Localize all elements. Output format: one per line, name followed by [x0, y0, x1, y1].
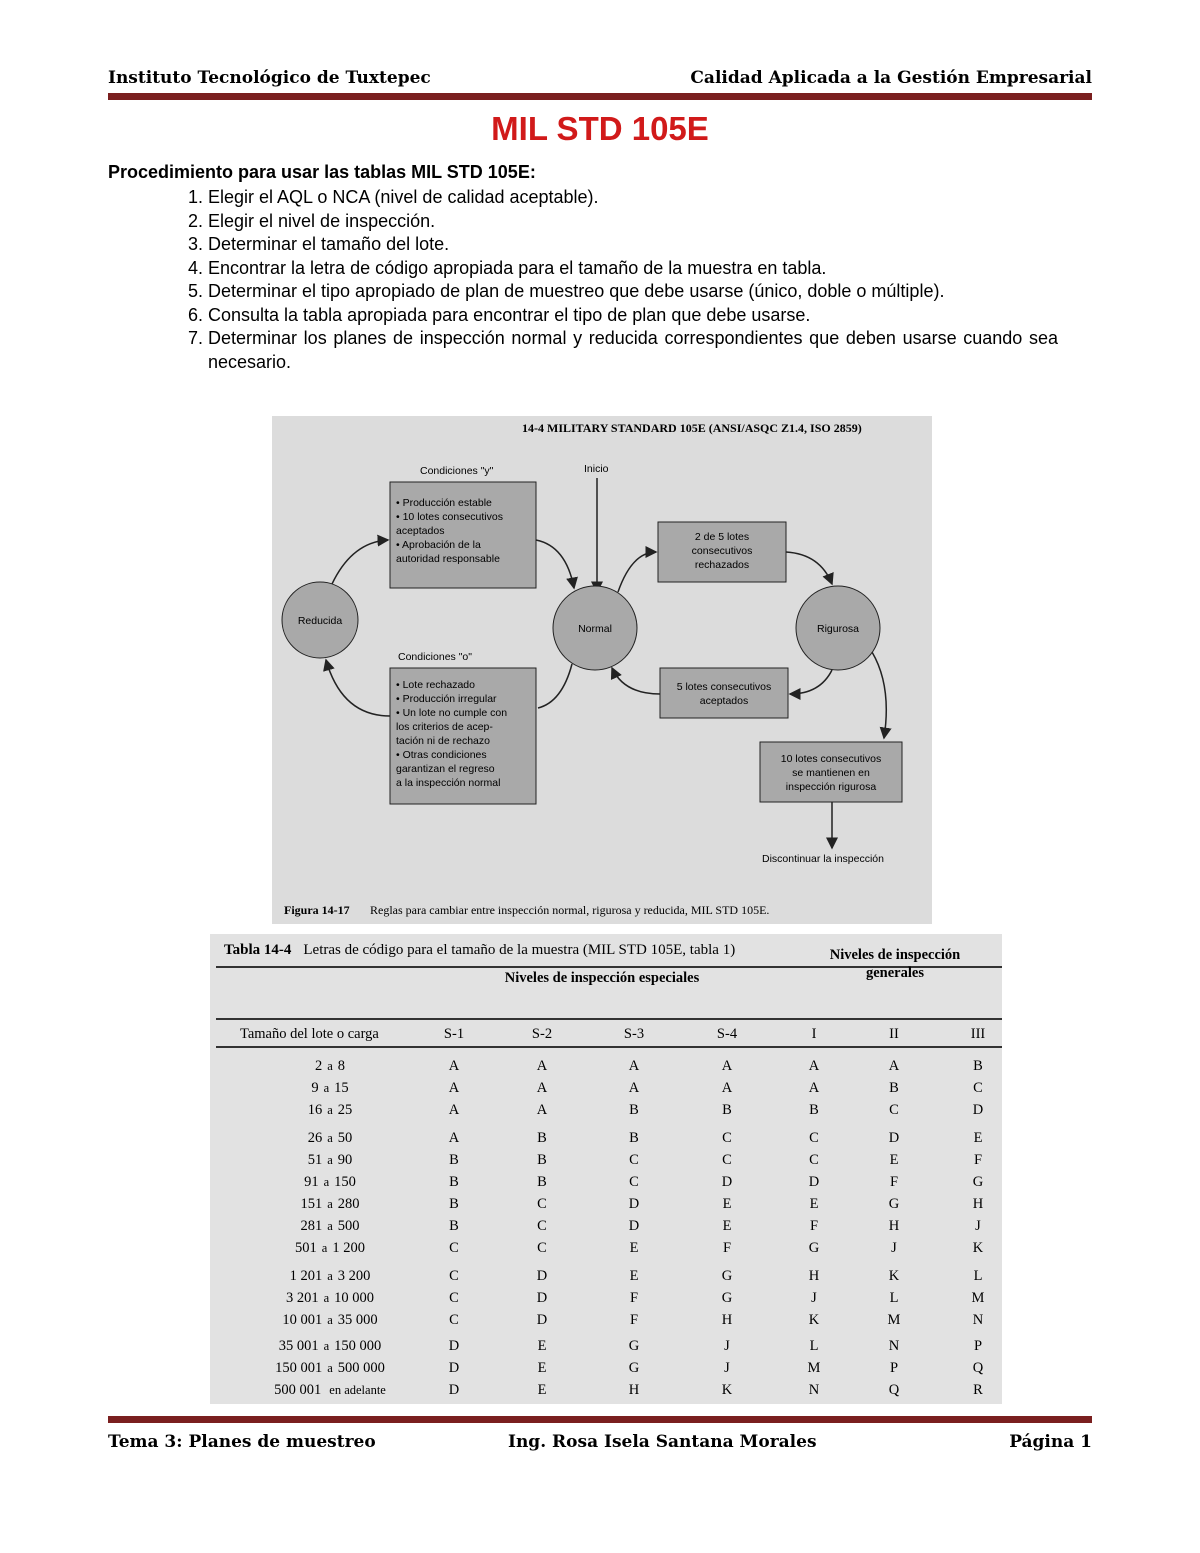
code-letter-cell: K — [972, 1240, 984, 1256]
code-letter-cell: E — [537, 1382, 547, 1398]
code-letter-cell: Q — [972, 1360, 984, 1376]
procedure-steps — [150, 186, 1058, 374]
lot-range — [250, 1152, 410, 1169]
lot-high: 280 — [337, 1196, 360, 1212]
range-word: a — [327, 1103, 333, 1117]
code-letter-cell: E — [973, 1130, 983, 1146]
procedure-title: Procedimiento para usar las tablas MIL STD 105E: — [108, 162, 536, 182]
column-header: III — [970, 1026, 986, 1042]
range-word: a — [327, 1153, 333, 1167]
table-caption-label: Tabla 14-4 — [224, 942, 292, 958]
step-item: 4. Encontrar la letra de código apropiada para el tamaño de la muestra en tabla. — [208, 257, 1058, 281]
lot-range — [250, 1218, 410, 1235]
lot-range — [250, 1196, 410, 1213]
code-letter-cell: C — [537, 1218, 547, 1234]
code-letter-cell: E — [889, 1152, 899, 1168]
code-letter-cell: D — [536, 1312, 548, 1328]
code-letter-cell: N — [972, 1312, 984, 1328]
code-letter-cell: B — [537, 1130, 547, 1146]
code-letter-cell: C — [449, 1312, 459, 1328]
table-row — [210, 1196, 1002, 1218]
code-letter-cell: H — [888, 1218, 900, 1234]
range-word: a — [327, 1131, 333, 1145]
code-letter-cell: L — [809, 1338, 819, 1354]
table-row — [210, 1268, 1002, 1290]
range-word: a — [327, 1313, 333, 1327]
arrow-y-to-normal — [536, 540, 574, 588]
figure-caption-text: Reglas para cambiar entre inspección normal, rigurosa y reducida, MIL STD 105E. — [370, 903, 770, 917]
step-item: 6. Consulta la tabla apropiada para encontrar el tipo de plan que debe usarse. — [208, 304, 1058, 328]
cond-y-item: aceptados — [396, 525, 445, 537]
lot-high: 150 000 — [334, 1338, 382, 1354]
code-letter-cell: P — [973, 1338, 983, 1354]
lot-high: 500 — [337, 1218, 360, 1234]
column-header: II — [889, 1026, 899, 1042]
special-levels-header: Niveles de inspección especiales — [504, 970, 700, 986]
code-letter-cell: A — [721, 1080, 733, 1096]
table-row — [210, 1174, 1002, 1196]
code-letter-cell: K — [721, 1382, 733, 1398]
lot-range — [250, 1240, 410, 1257]
lot-low: 281 — [300, 1218, 323, 1234]
code-letter-cell: C — [449, 1290, 459, 1306]
code-letter-cell: G — [628, 1360, 640, 1376]
code-letter-cell: D — [448, 1338, 460, 1354]
code-letter-cell: D — [536, 1290, 548, 1306]
cond-o-item: • Un lote no cumple con — [396, 707, 508, 719]
code-letter-cell: F — [889, 1174, 899, 1190]
code-letter-cell: C — [449, 1240, 459, 1256]
code-letter-cell: C — [722, 1152, 732, 1168]
arrow-reducida-to-y — [332, 540, 388, 584]
code-letter-cell: B — [449, 1196, 459, 1212]
code-letter-cell: D — [448, 1382, 460, 1398]
table-columns-rule — [216, 1046, 1002, 1048]
page-title: MIL STD 105E — [491, 110, 709, 147]
table-row — [210, 1152, 1002, 1174]
box-5lotes-line: 5 lotes consecutivos — [676, 681, 772, 693]
code-letter-cell: D — [628, 1196, 640, 1212]
lot-low: 16 — [307, 1102, 323, 1118]
code-letter-cell: C — [973, 1080, 983, 1096]
code-letter-cell: A — [628, 1058, 640, 1074]
code-letter-cell: D — [972, 1102, 984, 1118]
lot-range — [250, 1080, 410, 1097]
header-rule — [108, 93, 1092, 100]
box-5lotes-line: aceptados — [699, 695, 749, 707]
code-letter-cell: L — [973, 1268, 983, 1284]
code-letter-cell: A — [448, 1058, 460, 1074]
code-letter-cell: G — [888, 1196, 900, 1212]
code-letter-cell: N — [888, 1338, 900, 1354]
column-header: S-1 — [443, 1026, 465, 1042]
discontinuar-label: Discontinuar la inspección — [762, 853, 884, 865]
code-letter-cell: G — [808, 1240, 820, 1256]
cond-o-item: garantizan el regreso — [396, 763, 495, 775]
code-letter-cell: H — [972, 1196, 984, 1212]
table-row — [210, 1058, 1002, 1080]
column-header: I — [811, 1026, 817, 1042]
box-10lotes-line: se mantienen en — [792, 767, 870, 779]
code-letter-cell: P — [889, 1360, 899, 1376]
arrow-normal-to-2de5 — [618, 552, 656, 592]
code-letter-cell: L — [889, 1290, 899, 1306]
code-letter-table — [210, 934, 1002, 1404]
code-letter-cell: F — [629, 1290, 639, 1306]
state-reducida-label: Reducida — [297, 615, 343, 627]
box-2de5-line: 2 de 5 lotes — [694, 531, 750, 543]
figure-heading: 14-4 MILITARY STANDARD 105E (ANSI/ASQC Z1.4, ISO 2859) — [522, 421, 862, 435]
lot-range — [250, 1338, 410, 1355]
code-letter-cell: J — [724, 1338, 730, 1354]
code-letter-cell: A — [448, 1130, 460, 1146]
step-item: 7. Determinar los planes de inspección normal y reducida correspondientes que deben usarse cuando sea necesario. — [208, 327, 1058, 374]
cond-o-item: • Producción irregular — [396, 693, 497, 705]
cond-y-item: • Aprobación de la — [396, 539, 481, 551]
cond-o-item: a la inspección normal — [396, 777, 501, 789]
lot-high: 35 000 — [337, 1312, 378, 1328]
lot-range — [250, 1102, 410, 1119]
lot-high: 1 200 — [332, 1240, 365, 1256]
code-letter-cell: D — [536, 1268, 548, 1284]
code-letter-cell: C — [722, 1130, 732, 1146]
arrow-rigurosa-to-10lotes — [872, 652, 886, 738]
lot-high: 10 000 — [334, 1290, 375, 1306]
code-letter-cell: B — [722, 1102, 732, 1118]
general-header-line: generales — [866, 965, 924, 981]
table-row — [210, 1290, 1002, 1312]
code-letter-cell: B — [449, 1174, 459, 1190]
code-letter-cell: K — [888, 1268, 900, 1284]
range-word: a — [327, 1197, 333, 1211]
code-letter-cell: E — [722, 1218, 732, 1234]
table-row — [210, 1080, 1002, 1102]
lot-range — [250, 1312, 410, 1329]
cond-y-item: autoridad responsable — [396, 553, 500, 565]
code-letter-cell: J — [811, 1290, 817, 1306]
table-row — [210, 1360, 1002, 1382]
code-letter-cell: J — [891, 1240, 897, 1256]
lot-high: 500 000 — [337, 1360, 385, 1376]
code-letter-cell: C — [809, 1152, 819, 1168]
table-caption-text: Letras de código para el tamaño de la muestra (MIL STD 105E, tabla 1) — [303, 942, 736, 958]
lot-low: 501 — [295, 1240, 317, 1256]
range-word: a — [323, 1339, 330, 1353]
lot-range — [250, 1290, 410, 1307]
code-letter-cell: M — [971, 1290, 985, 1306]
code-letter-cell: D — [808, 1174, 820, 1190]
code-letter-cell: A — [888, 1058, 900, 1074]
code-letter-cell: K — [808, 1312, 820, 1328]
lot-low: 10 001 — [282, 1312, 323, 1328]
lot-high: en adelante — [329, 1383, 386, 1397]
code-letter-cell: A — [808, 1058, 820, 1074]
code-letter-cell: A — [448, 1080, 460, 1096]
lot-low: 2 — [314, 1058, 323, 1074]
lot-range — [250, 1360, 410, 1377]
cond-y-title: Condiciones "y" — [420, 465, 494, 477]
code-letter-cell: B — [629, 1130, 639, 1146]
state-normal-label: Normal — [578, 623, 612, 635]
code-letter-cell: B — [449, 1218, 459, 1234]
page-header — [108, 68, 1092, 88]
footer-topic: Tema 3: Planes de muestreo — [108, 1432, 376, 1452]
arrow-5lotes-to-normal — [612, 668, 660, 694]
lot-low: 3 201 — [285, 1290, 319, 1306]
arrow-o-to-reducida — [326, 660, 390, 716]
lot-range — [250, 1058, 410, 1075]
box-2de5-line: consecutivos — [691, 545, 753, 557]
lot-high: 15 — [334, 1080, 349, 1096]
range-word: a — [321, 1241, 328, 1255]
code-letter-cell: H — [721, 1312, 733, 1328]
code-letter-cell: C — [629, 1174, 639, 1190]
code-letter-cell: A — [808, 1080, 820, 1096]
range-word: a — [323, 1175, 330, 1189]
code-letter-cell: B — [629, 1102, 639, 1118]
table-row — [210, 1382, 1002, 1404]
table-row — [210, 1218, 1002, 1240]
footer-author: Ing. Rosa Isela Santana Morales — [508, 1432, 817, 1452]
table-row — [210, 1338, 1002, 1360]
code-letter-cell: A — [536, 1058, 548, 1074]
code-letter-cell: F — [973, 1152, 983, 1168]
table-caption — [224, 942, 735, 959]
arrow-normal-to-o — [538, 664, 572, 708]
code-letter-cell: D — [888, 1130, 900, 1146]
box-10lotes-line: 10 lotes consecutivos — [780, 753, 882, 765]
lot-high: 25 — [337, 1102, 353, 1118]
code-letter-cell: E — [809, 1196, 819, 1212]
step-item: 5. Determinar el tipo apropiado de plan de muestreo que debe usarse (único, doble o múltiple). — [208, 280, 1058, 304]
code-letter-cell: C — [537, 1240, 547, 1256]
general-header-line: Niveles de inspección — [829, 947, 961, 963]
table-row — [210, 1130, 1002, 1152]
lot-high: 3 200 — [337, 1268, 371, 1284]
code-letter-cell: R — [973, 1382, 983, 1398]
code-letter-cell: G — [721, 1268, 733, 1284]
step-item: 1. Elegir el AQL o NCA (nivel de calidad aceptable). — [208, 186, 1058, 210]
lot-size-header: Tamaño del lote o carga — [240, 1026, 379, 1042]
header-course: Calidad Aplicada a la Gestión Empresarial — [690, 68, 1092, 88]
code-letter-cell: C — [809, 1130, 819, 1146]
cond-o-item: • Lote rechazado — [396, 679, 475, 691]
code-letter-cell: C — [629, 1152, 639, 1168]
code-letter-cell: F — [809, 1218, 819, 1234]
code-letter-cell: M — [807, 1360, 821, 1376]
code-letter-cell: B — [537, 1174, 547, 1190]
code-letter-cell: B — [537, 1152, 547, 1168]
arrow-2de5-to-rigurosa — [786, 552, 832, 584]
lot-low: 1 201 — [289, 1268, 323, 1284]
code-letter-cell: H — [628, 1382, 640, 1398]
code-letter-cell: E — [537, 1360, 547, 1376]
code-letter-cell: B — [889, 1080, 899, 1096]
code-letter-cell: G — [972, 1174, 984, 1190]
code-letter-cell: A — [628, 1080, 640, 1096]
code-letter-cell: M — [887, 1312, 901, 1328]
code-letter-cell: D — [448, 1360, 460, 1376]
code-letter-cell: J — [975, 1218, 981, 1234]
cond-o-item: • Otras condiciones — [396, 749, 487, 761]
lot-range — [250, 1382, 410, 1399]
code-letter-cell: A — [448, 1102, 460, 1118]
table-row — [210, 1102, 1002, 1124]
box-5lotes — [660, 668, 788, 718]
footer-page: Página 1 — [1009, 1432, 1092, 1452]
lot-range — [250, 1130, 410, 1147]
code-letter-cell: B — [449, 1152, 459, 1168]
code-letter-cell: F — [629, 1312, 639, 1328]
header-institute: Instituto Tecnológico de Tuxtepec — [108, 68, 431, 88]
code-letter-cell: D — [628, 1218, 640, 1234]
footer-rule — [108, 1416, 1092, 1423]
lot-low: 91 — [304, 1174, 319, 1190]
cond-y-item: • 10 lotes consecutivos — [396, 511, 503, 523]
lot-low: 51 — [307, 1152, 323, 1168]
code-letter-cell: E — [537, 1338, 547, 1354]
cond-y-item: • Producción estable — [396, 497, 492, 509]
cond-o-title: Condiciones "o" — [398, 651, 472, 663]
range-word: a — [327, 1269, 333, 1283]
lot-high: 8 — [337, 1058, 346, 1074]
code-letter-cell: N — [808, 1382, 820, 1398]
code-letter-cell: C — [537, 1196, 547, 1212]
figure-flowchart — [272, 416, 932, 924]
range-word: a — [327, 1059, 333, 1073]
range-word: a — [327, 1219, 333, 1233]
code-letter-cell: C — [449, 1268, 459, 1284]
inicio-label: Inicio — [584, 463, 609, 475]
lot-low: 9 — [311, 1080, 319, 1096]
table-header-rule — [216, 1018, 1002, 1020]
code-letter-cell: A — [721, 1058, 733, 1074]
table-row — [210, 1240, 1002, 1262]
code-letter-cell: B — [809, 1102, 819, 1118]
lot-low: 150 001 — [275, 1360, 323, 1376]
lot-low: 151 — [300, 1196, 323, 1212]
lot-low: 35 001 — [278, 1338, 319, 1354]
lot-range — [250, 1268, 410, 1285]
range-word: a — [323, 1291, 330, 1305]
lot-high: 90 — [337, 1152, 353, 1168]
code-letter-cell: E — [629, 1268, 639, 1284]
table-row — [210, 1312, 1002, 1334]
box-10lotes-line: inspección rigurosa — [785, 781, 877, 793]
code-letter-cell: F — [722, 1240, 732, 1256]
state-rigurosa-label: Rigurosa — [816, 623, 860, 635]
lot-range — [250, 1174, 410, 1191]
code-letter-cell: E — [722, 1196, 732, 1212]
range-word: a — [323, 1081, 330, 1095]
lot-low: 500 001 — [274, 1382, 322, 1398]
code-letter-cell: A — [536, 1080, 548, 1096]
cond-o-item: tación ni de rechazo — [396, 735, 490, 747]
column-header: S-2 — [531, 1026, 553, 1042]
code-letter-cell: B — [973, 1058, 983, 1074]
cond-o-item: los criterios de acep- — [396, 721, 493, 733]
code-letter-cell: J — [724, 1360, 730, 1376]
arrow-rigurosa-to-5lotes — [790, 670, 832, 694]
box-2de5-line: rechazados — [694, 559, 750, 571]
range-word: a — [327, 1361, 333, 1375]
column-header: S-3 — [623, 1026, 645, 1042]
step-item: 3. Determinar el tamaño del lote. — [208, 233, 1058, 257]
code-letter-cell: E — [629, 1240, 639, 1256]
lot-low: 26 — [307, 1130, 323, 1146]
code-letter-cell: Q — [888, 1382, 900, 1398]
code-letter-cell: D — [721, 1174, 733, 1190]
code-letter-cell: C — [889, 1102, 899, 1118]
column-header: S-4 — [716, 1026, 738, 1042]
code-letter-cell: G — [721, 1290, 733, 1306]
code-letter-cell: H — [808, 1268, 820, 1284]
general-levels-header — [820, 946, 970, 982]
lot-high: 150 — [334, 1174, 356, 1190]
code-letter-cell: A — [536, 1102, 548, 1118]
step-item: 2. Elegir el nivel de inspección. — [208, 210, 1058, 234]
code-letter-cell: G — [628, 1338, 640, 1354]
lot-high: 50 — [337, 1130, 353, 1146]
figure-caption-label: Figura 14-17 — [284, 903, 350, 917]
